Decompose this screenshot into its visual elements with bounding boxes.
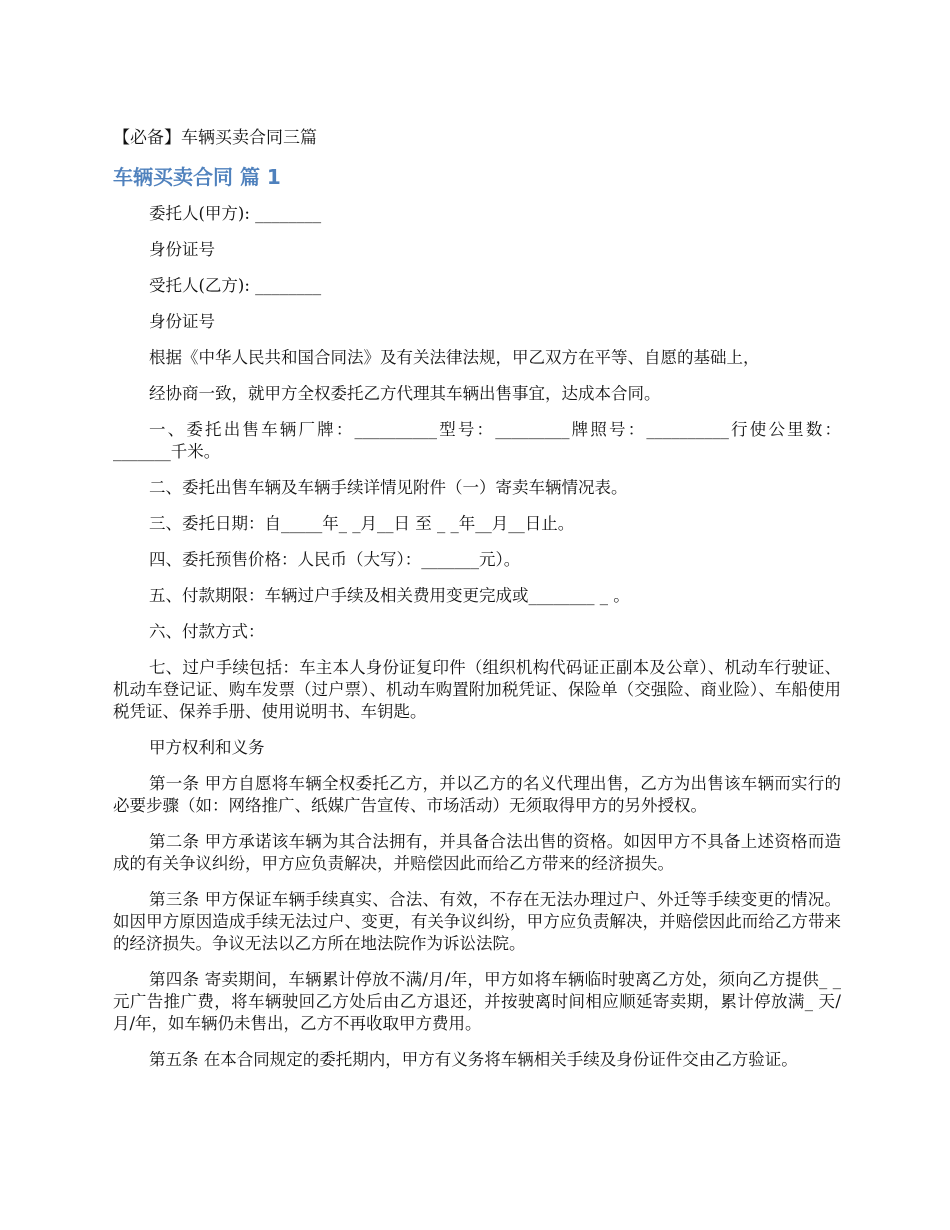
document-title: 【必备】车辆买卖合同三篇 [113, 128, 317, 148]
paragraph-party-a-heading: 甲方权利和义务 [149, 738, 265, 757]
document-body [113, 203, 841, 1085]
paragraph-agent: 受托人(乙方): ________ [149, 276, 322, 295]
paragraph-item-4: 四、委托预售价格：人民币（大写）：_______元）。 [149, 550, 521, 569]
paragraph-basis: 根据《中华人民共和国合同法》及有关法律法规，甲乙双方在平等、自愿的基础上， [149, 348, 760, 367]
paragraph-item-1: 一、委托出售车辆厂牌：__________型号：_________牌照号：__________行使公里数：_______千米。 [113, 420, 841, 461]
paragraph-item-6: 六、付款方式： [149, 622, 265, 641]
paragraph-item-7: 七、过户手续包括：车主本人身份证复印件（组织机构代码证正副本及公章）、机动车行驶证、机动车登记证、购车发票（过户票）、机动车购置附加税凭证、保险单（交强险、商业险）、车船使用税凭证、保养手册、使用说明书、车钥匙。 [113, 658, 841, 721]
paragraph-agent-id: 身份证号 [149, 312, 215, 331]
paragraph-item-5: 五、付款期限：车辆过户手续及相关费用变更完成或________ _ 。 [149, 586, 630, 605]
section-heading: 车辆买卖合同 篇 1 [113, 165, 281, 189]
paragraph-item-3: 三、委托日期：自_____年_ _月__日 至 _ _年__月__日止。 [149, 514, 575, 533]
paragraph-article-4: 第四条 寄卖期间，车辆累计停放不满/月/年，甲方如将车辆临时驶离乙方处，须向乙方提供_ _元广告推广费，将车辆驶回乙方处后由乙方退还，并按驶离时间相应顺延寄卖期，累计停放满_ 天/月/年，如车辆仍未售出，乙方不再收取甲方费用。 [113, 970, 841, 1033]
paragraph-client-id: 身份证号 [149, 240, 215, 259]
paragraph-article-1: 第一条 甲方自愿将车辆全权委托乙方，并以乙方的名义代理出售，乙方为出售该车辆而实行的必要步骤（如：网络推广、纸媒广告宣传、市场活动）无须取得甲方的另外授权。 [113, 774, 841, 815]
paragraph-article-5: 第五条 在本合同规定的委托期内，甲方有义务将车辆相关手续及身份证件交由乙方验证。 [149, 1050, 798, 1069]
paragraph-agreement: 经协商一致，就甲方全权委托乙方代理其车辆出售事宜，达成本合同。 [149, 384, 661, 403]
paragraph-client: 委托人(甲方): ________ [149, 204, 322, 223]
paragraph-article-2: 第二条 甲方承诺该车辆为其合法拥有，并具备合法出售的资格。如因甲方不具备上述资格而造成的有关争议纠纷，甲方应负责解决，并赔偿因此而给乙方带来的经济损失。 [113, 832, 841, 873]
paragraph-item-2: 二、委托出售车辆及车辆手续详情见附件（一）寄卖车辆情况表。 [149, 478, 628, 497]
paragraph-article-3: 第三条 甲方保证车辆手续真实、合法、有效，不存在无法办理过户、外迁等手续变更的情况。如因甲方原因造成手续无法过户、变更，有关争议纠纷，甲方应负责解决，并赔偿因此而给乙方带来的经济损失。争议无法以乙方所在地法院作为诉讼法院。 [113, 890, 841, 953]
